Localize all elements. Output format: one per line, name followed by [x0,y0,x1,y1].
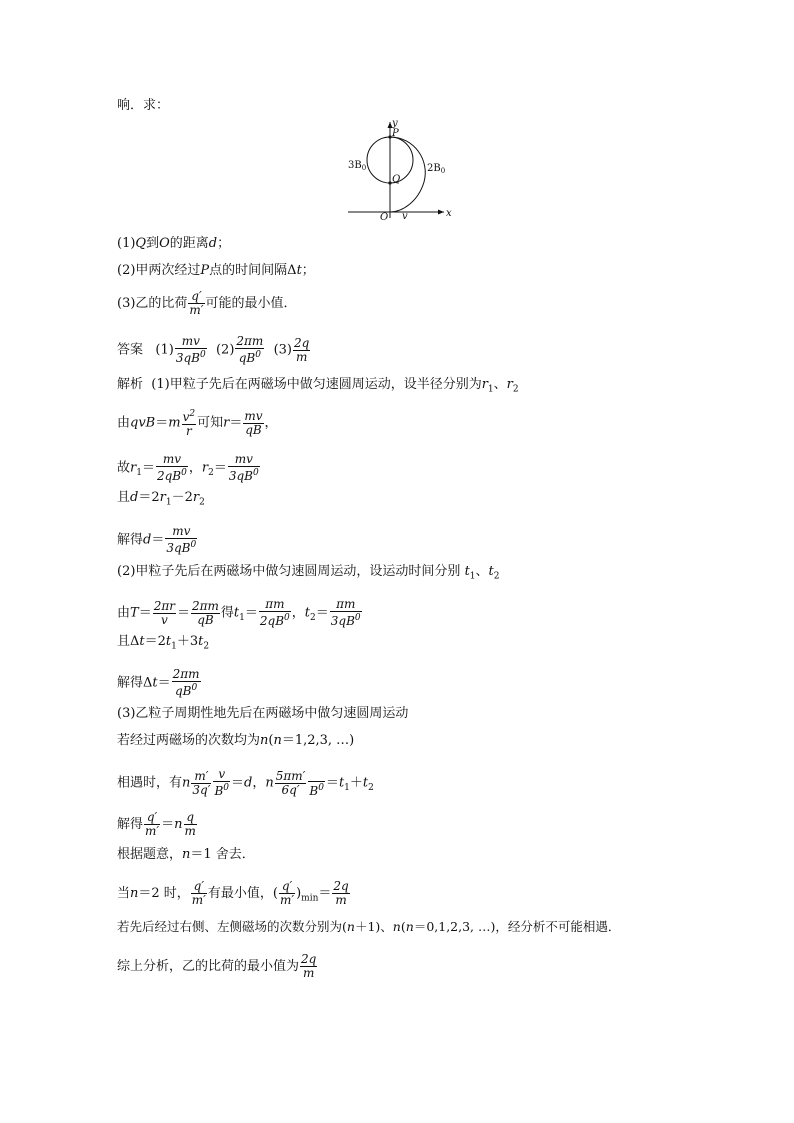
question-2: (2)甲两次经过P点的时间间隔Δt； [117,263,315,278]
label-o: O [380,212,389,223]
intro-text: 响．求： [117,98,170,113]
label-x: x [446,208,452,219]
analysis-line-5: 解得d＝ $\frac{mv}{3qB^0}$ [117,524,197,555]
question-3: (3)乙的比荷 $\frac{q'}{m'}$ 可能的最小值． [117,289,297,317]
analysis-line-15: 当n＝2 时， $\frac{q'}{m'}$ 有最小值，( $\frac{q'}{m'}$ )$_{min}=$ $\frac{2q}{m}$ [117,879,349,907]
label-q: Q [392,174,401,185]
analysis-line-16: 若先后经过右侧、左侧磁场的次数分别为(n＋1)、n(n＝0,1,2,3, …)，经分析不可能相遇． [117,919,621,934]
label-y: y [392,118,398,129]
analysis-line-12: 相遇时，有n $\frac{m'}{3q'}$ $\frac{v}{B^0}$ ＝d，n $\frac{5\pi m'}{6q'}$ $B^0$ $=t_1+t_2$ [117,767,374,798]
analysis-line-3: 故$r_1=$ $\frac{mv}{2qB^0}$ ，$r_2=$ $\frac{mv}{3qB^0}$ [117,452,259,483]
analysis-line-8: 且$\Delta t=2t_1+3t_2$ [117,634,210,652]
analysis-line-17: 综上分析，乙的比荷的最小值为 $\frac{2q}{m}$ [117,952,317,980]
magnetic-field-diagram [340,118,455,224]
label-p: P [392,128,399,139]
analysis-line-11: 若经过两磁场的次数均为n(n＝1,2,3, …) [117,733,355,748]
x-axis-arrow-icon [438,210,444,215]
analysis-line-4: 且$d=2r_1-2r_2$ [117,490,205,508]
analysis-line-7: 由T＝ $\frac{2\pi r}{v}$ ＝ $\frac{2\pi m}{qB}$ 得$t_1=$ $\frac{\pi m}{2qB^0}$ ，$t_2=$ $\frac{\pi m}{3qB^0}$ [117,597,361,628]
analysis-line-1: 解析 (1)甲粒子先后在两磁场中做匀速圆周运动，设半径分别为$r_1$、$r_2$ [117,377,519,395]
label-v: v [402,211,408,222]
analysis-line-14: 根据题意，n＝1 舍去． [117,847,255,862]
analysis-line-13: 解得 $\frac{q'}{m'}$ ＝n $\frac{q}{m}$ [117,810,196,838]
analysis-line-2: 由qvB＝m $\frac{v^2}{r}$ 可知r＝ $\frac{mv}{qB}$ ， [117,408,278,438]
label-2b0: $2B_0$ [427,163,446,175]
answer-line: 答案 (1) $\frac{mv}{3qB^0}$ (2) $\frac{2\pi m}{qB^0}$ (3) $\frac{2q}{m}$ [117,334,310,365]
label-3b0: $3B_0$ [348,160,367,172]
analysis-line-6: (2)甲粒子先后在两磁场中做匀速圆周运动，设运动时间分别 $t_1$、$t_2$ [117,564,500,582]
analysis-line-10: (3)乙粒子周期性地先后在两磁场中做匀速圆周运动 [117,706,409,721]
analysis-line-9: 解得Δt＝ $\frac{2\pi m}{qB^0}$ [117,667,200,698]
question-1: (1)Q到O的距离d； [117,236,231,251]
